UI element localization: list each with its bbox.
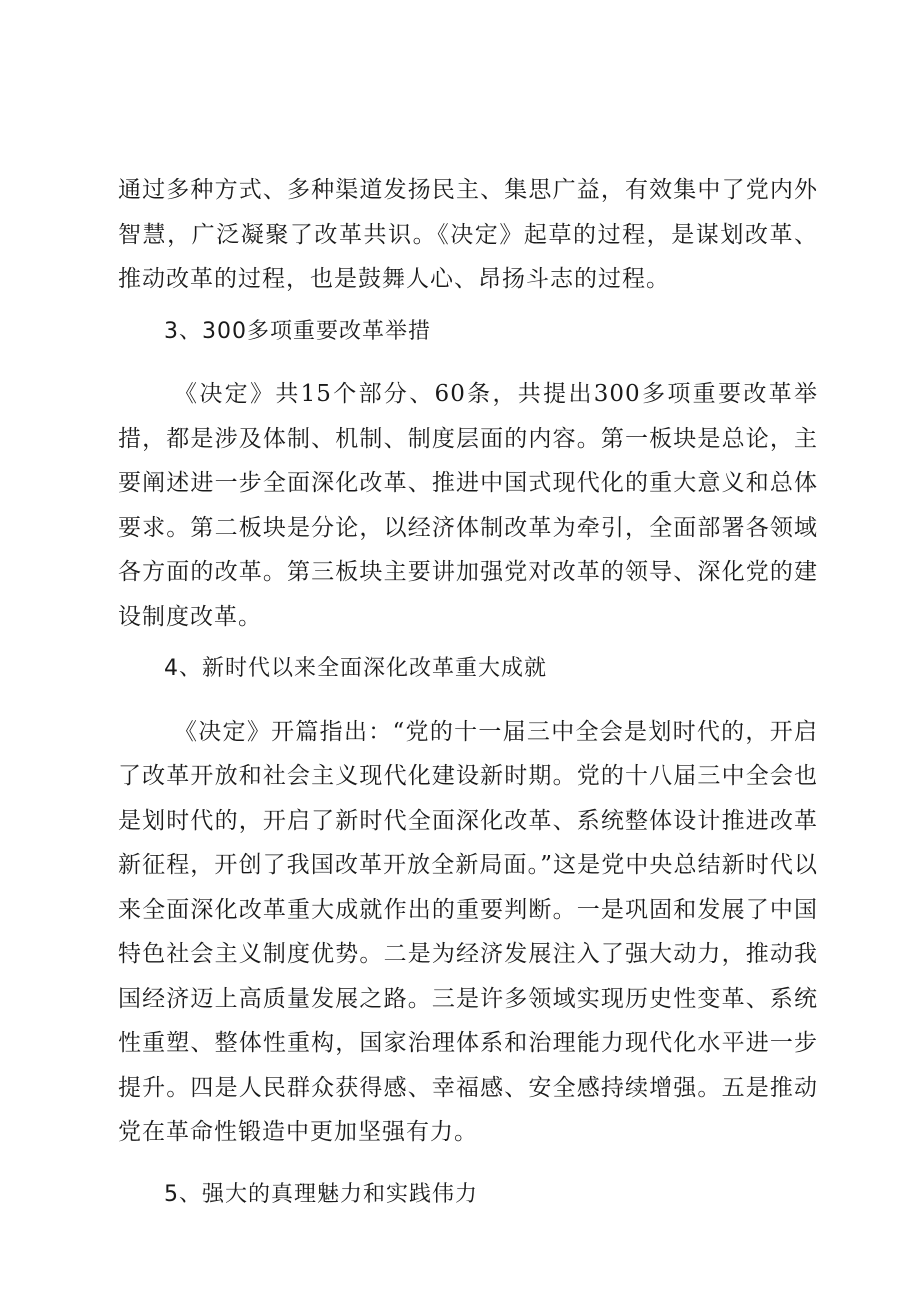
paragraph-section-4: 《决定》开篇指出：“党的十一届三中全会是划时代的，开启了改革开放和社会主义现代化建设新时期。党的十八届三中全会也是划时代的，开启了新时代全面深化改革、系统整体设计推进改革新征程，开创了我国改革开放全新局面。”这是党中央总结新时代以来全面深化改革重大成就作出的重要判断。一是巩固和发展了中国特色社会主义制度优势。二是为经济发展注入了强大动力，推动我国经济迈上高质量发展之路。三是许多领域实现历史性变革、系统性重塑、整体性重构，国家治理体系和治理能力现代化水平进一步提升。四是人民群众获得感、幸福感、安全感持续增强。五是推动党在革命性锻造中更加坚强有力。 — [118, 718, 818, 1145]
section-heading-5: 5、强大的真理魅力和实践伟力 — [164, 1181, 478, 1207]
document-page — [118, 168, 818, 1217]
paragraph-continued: 通过多种方式、多种渠道发扬民主、集思广益，有效集中了党内外智慧，广泛凝聚了改革共识。《决定》起草的过程，是谋划改革、推动改革的过程，也是鼓舞人心、昂扬斗志的过程。 — [118, 177, 818, 292]
section-heading-3: 3、300多项重要改革举措 — [164, 318, 431, 344]
paragraph-section-3: 《决定》共15个部分、60条，共提出300多项重要改革举措，都是涉及体制、机制、制度层面的内容。第一板块是总论，主要阐述进一步全面深化改革、推进中国式现代化的重大意义和总体要求。第二板块是分论，以经济体制改革为牵引，全面部署各领域各方面的改革。第三板块主要讲加强党对改革的领导、深化党的建设制度改革。 — [118, 381, 818, 630]
section-heading-4: 4、新时代以来全面深化改革重大成就 — [164, 656, 547, 681]
